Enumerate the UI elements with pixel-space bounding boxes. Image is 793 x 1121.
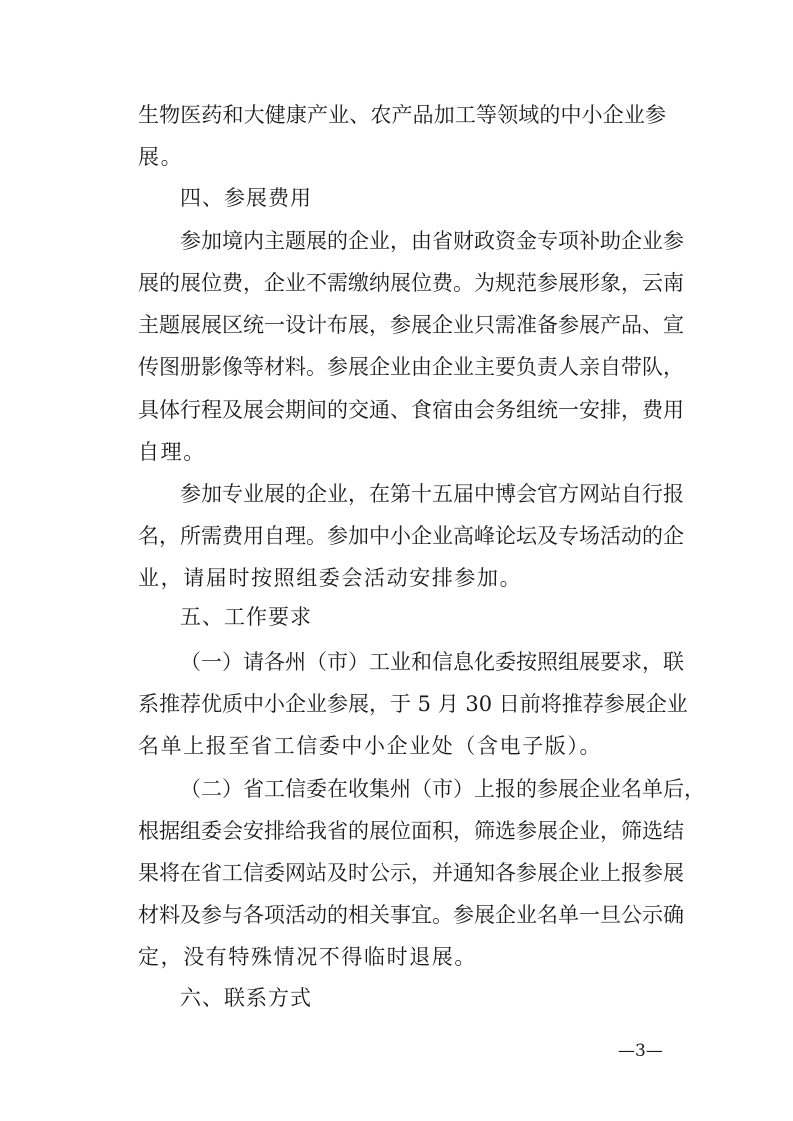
body-line: （二）省工信委在收集州（市）上报的参展企业名单后， [180, 777, 705, 801]
body-line: 材料及参与各项活动的相关事宜。参展企业名单一旦公示确 [138, 903, 684, 927]
body-line: 果将在省工信委网站及时公示，并通知各参展企业上报参展 [138, 861, 684, 885]
section-heading-contact: 六、联系方式 [180, 986, 312, 1010]
body-line: 主题展展区统一设计布展，参展企业只需准备参展产品、宣 [138, 313, 684, 337]
body-line: 系推荐优质中小企业参展，于 5 月 30 日前将推荐参展企业 [138, 692, 688, 716]
body-line: 名，所需费用自理。参加中小企业高峰论坛及专场活动的企 [138, 524, 684, 548]
section-heading-requirements: 五、工作要求 [180, 605, 312, 629]
section-heading-fees: 四、参展费用 [180, 186, 312, 210]
body-line: 生物医药和大健康产业、农产品加工等领域的中小企业参 [138, 103, 666, 127]
body-line: （一）请各州（市）工业和信息化委按照组展要求，联 [180, 650, 684, 674]
body-line: 具体行程及展会期间的交通、食宿由会务组统一安排，费用 [138, 398, 684, 422]
body-line: 展的展位费，企业不需缴纳展位费。为规范参展形象，云南 [138, 271, 684, 295]
body-line: 自理。 [138, 440, 206, 464]
body-line: 传图册影像等材料。参展企业由企业主要负责人亲自带队， [138, 355, 684, 379]
body-line: 参加专业展的企业，在第十五届中博会官方网站自行报 [180, 482, 684, 506]
body-line: 业，请届时按照组委会活动安排参加。 [138, 566, 523, 590]
body-line: 定，没有特殊情况不得临时退展。 [138, 945, 477, 969]
body-line: 名单上报至省工信委中小企业处（含电子版）。 [138, 734, 603, 758]
body-line: 展。 [138, 145, 184, 169]
body-line: 根据组委会安排给我省的展位面积，筛选参展企业，筛选结 [138, 819, 684, 843]
page-number: —3— [618, 1041, 663, 1061]
body-line: 参加境内主题展的企业，由省财政资金专项补助企业参 [180, 229, 684, 253]
